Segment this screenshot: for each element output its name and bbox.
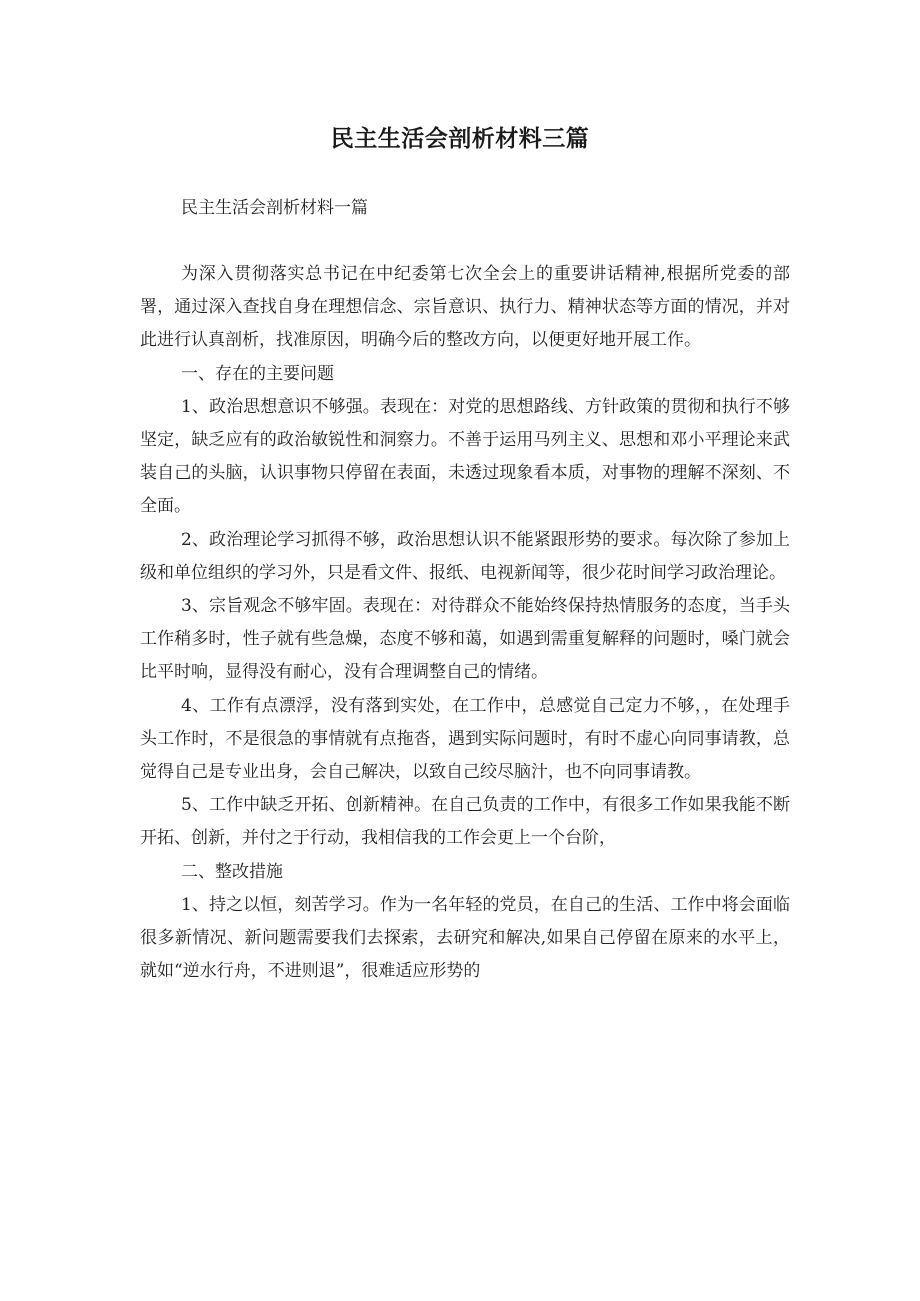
document-title: 民主生活会剖析材料三篇 bbox=[330, 126, 590, 152]
document-subtitle: 民主生活会剖析材料一篇 bbox=[181, 198, 368, 218]
paragraph-problem-1: 1、政治思想意识不够强。表现在：对党的思想路线、方针政策的贯彻和执行不够坚定，缺乏应有的政治敏锐性和洞察力。不善于运用马列主义、思想和邓小平理论来武装自己的头脑，认识事物只停留在表面，未透过现象看本质，对事物的理解不深刻、不全面。 bbox=[140, 396, 790, 517]
paragraph-measure-1: 1、持之以恒，刻苦学习。作为一名年轻的党员，在自己的生活、工作中将会面临很多新情况、新问题需要我们去探索，去研究和解决,如果自己停留在原来的水平上，就如“逆水行舟，不进则退”，很难适应形势的 bbox=[140, 894, 790, 982]
paragraph-problem-3: 3、宗旨观念不够牢固。表现在：对待群众不能始终保持热情服务的态度，当手头工作稍多时，性子就有些急燥，态度不够和蔼，如遇到需重复解释的问题时，嗓门就会比平时响，显得没有耐心，没有合理调整自己的情绪。 bbox=[140, 596, 790, 683]
paragraph-problem-4: 4、工作有点漂浮，没有落到实处，在工作中，总感觉自己定力不够，，在处理手头工作时，不是很急的事情就有点拖沓，遇到实际问题时，有时不虚心向同事请教，总觉得自己是专业出身，会自己解决，以致自己绞尽脑汁，也不向同事请教。 bbox=[140, 695, 790, 783]
section-heading-problems: 一、存在的主要问题 bbox=[181, 363, 334, 384]
paragraph-problem-2: 2、政治理论学习抓得不够，政治思想认识不能紧跟形势的要求。每次除了参加上级和单位组织的学习外，只是看文件、报纸、电视新闻等，很少花时间学习政治理论。 bbox=[140, 529, 790, 583]
document-body bbox=[140, 258, 790, 988]
paragraph-problem-5: 5、工作中缺乏开拓、创新精神。在自己负责的工作中，有很多工作如果我能不断开拓、创新，并付之于行动，我相信我的工作会更上一个台阶， bbox=[140, 795, 790, 849]
section-heading-measures: 二、整改措施 bbox=[181, 861, 283, 882]
paragraph-intro: 为深入贯彻落实总书记在中纪委第七次全会上的重要讲话精神,根据所党委的部署，通过深入查找自身在理想信念、宗旨意识、执行力、精神状态等方面的情况，并对此进行认真剖析，找准原因，明确今后的整改方向，以便更好地开展工作。 bbox=[140, 264, 790, 351]
